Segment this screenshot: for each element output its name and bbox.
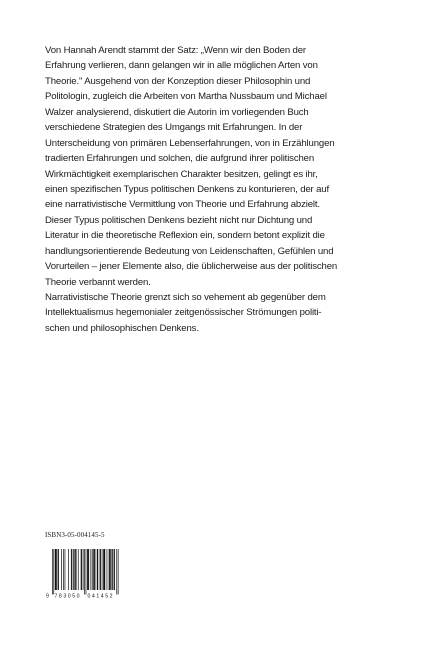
text-line: Theorie." Ausgehend von der Konzeption dieser Philosophin und [45,75,311,87]
barcode-bar [112,549,113,590]
text-line: Literatur in die theoretische Reflexion ein, sondern betont explizit die [45,230,325,242]
isbn-label: ISBN3-05-004145-5 [45,531,105,539]
barcode-bar [98,549,99,590]
barcode-bar [95,549,96,590]
text-line: Vorurteilen – jener Elemente also, die üblicherweise aus der politischen [45,261,338,273]
barcode-bar [56,549,57,590]
barcode-bar [78,549,79,590]
blurb-paragraph-2 [45,290,390,336]
barcode-bar [68,549,69,590]
barcode-bar [109,549,110,590]
barcode-bar [74,549,75,590]
barcode-bar [110,549,111,590]
barcode-bar [92,549,93,590]
barcode-bar [102,549,103,590]
barcode-digit-lead: 9 [46,593,49,599]
barcode-bar [83,549,84,590]
barcode-bar [61,549,62,590]
barcode-bar [118,549,119,595]
barcode-bar [104,549,105,590]
barcode-bar [100,549,101,590]
text-line: Von Hannah Arendt stammt der Satz: „Wenn wir den Boden der [45,45,306,56]
barcode-bar [52,549,53,595]
barcode-bar [87,549,88,590]
barcode-bar [58,549,59,590]
barcode-bar [103,549,104,590]
text-line: verschiedene Strategien des Umgangs mit Erfahrungen. In der [45,122,303,134]
text-line: Walzer analysierend, diskutiert die Autorin im vorliegenden Buch [45,106,309,118]
barcode-bar [116,549,117,595]
text-line: Narrativistische Theorie grenzt sich so vehement ab gegenüber dem [45,292,326,303]
barcode-bar [114,549,115,590]
text-line: Unterscheidung von primären Lebenserfahrungen, von in Erzählungen [45,137,335,149]
barcode-bar [72,549,73,590]
blurb-paragraph-1 [45,43,390,290]
text-line: schen und philosophischen Denkens. [45,322,199,334]
barcode-bar [81,549,82,590]
text-line: Politologin, zugleich die Arbeiten von Martha Nussbaum und Michael [45,91,327,103]
text-line: Wirkmächtigkeit exemplarischen Charakter besitzen, gelingt es ihr, [45,168,318,180]
barcode-bar [81,549,82,590]
barcode-bar [114,549,115,590]
barcode-bar [93,549,94,590]
barcode-bar [112,549,113,590]
barcode-graphic [45,549,123,599]
barcode-bar [76,549,77,590]
text-line: Theorie verbannt werden. [45,276,151,288]
text-line: handlungsorientierende Bedeutung von Leidenschaften, Gefühlen und [45,245,334,257]
text-line: tradierten Erfahrungen und solchen, die aufgrund ihrer politischen [45,153,315,165]
text-line: einen spezifischen Typus politischen Denkens zu konturieren, der auf [45,183,330,195]
barcode-bar [105,549,106,590]
barcode-bar [107,549,108,590]
barcode-bar [71,549,72,590]
barcode-bar [65,549,66,590]
barcode-bar [91,549,92,590]
barcode-bar [73,549,74,590]
text-line: Erfahrung verlieren, dann gelangen wir in alle möglichen Arten von [45,60,318,72]
text-line: Dieser Typus politischen Denkens bezieht nicht nur Dichtung und [45,214,313,226]
barcode-bar [88,549,89,590]
barcode-bar [88,549,89,590]
barcode-bar [97,549,98,590]
barcode-bar [86,549,87,595]
barcode-bar [56,549,57,590]
barcode-digits-group-2: 041452 [87,593,115,599]
text-line: eine narrativistische Vermittlung von Theorie und Erfahrung abzielt. [45,199,320,211]
barcode [45,549,123,599]
barcode-bar [63,549,64,590]
barcode-bar [58,549,59,590]
text-line: Intellektualismus hegemonialer zeitgenössischer Strömungen politi- [45,307,322,319]
barcode-bar [84,549,85,595]
barcode-digits-group-1: 783050 [54,593,82,599]
barcode-bar [75,549,76,590]
blurb-text [45,43,390,336]
barcode-bar [94,549,95,590]
barcode-bar [55,549,56,590]
barcode-bar [100,549,101,590]
barcode-bar [53,549,54,595]
barcode-bar [109,549,110,590]
